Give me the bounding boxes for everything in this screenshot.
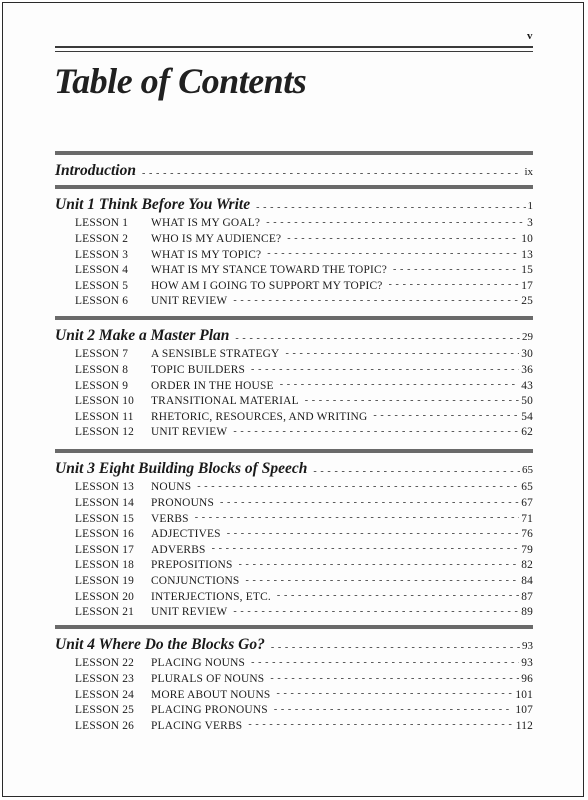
lesson-entry — [55, 526, 533, 542]
unit-heading — [55, 193, 533, 215]
dot-leader — [280, 377, 520, 388]
lesson-entry — [55, 671, 533, 687]
lesson-title: INTERJECTIONS, ETC. — [151, 590, 271, 603]
dot-leader — [233, 293, 519, 304]
lesson-entry — [55, 424, 533, 440]
introduction-entry — [55, 159, 533, 181]
lesson-title: UNIT REVIEW — [151, 426, 228, 439]
lesson-page: 93 — [521, 657, 533, 670]
dot-leader — [212, 541, 520, 552]
header-rule — [55, 46, 533, 52]
dot-leader — [267, 246, 519, 257]
dot-leader — [233, 604, 519, 615]
dot-leader — [195, 510, 519, 521]
lesson-entry — [55, 541, 533, 557]
unit-title: Unit 4 Where Do the Blocks Go? — [55, 635, 265, 653]
lesson-entry — [55, 557, 533, 573]
lesson-number: LESSON 11 — [75, 410, 134, 423]
lesson-number: LESSON 19 — [75, 574, 135, 587]
lesson-page: 54 — [521, 410, 533, 423]
lesson-entry — [55, 393, 533, 409]
introduction-page: ix — [524, 165, 533, 178]
lesson-title: UNIT REVIEW — [151, 606, 228, 619]
introduction-label: Introduction — [55, 161, 136, 179]
dot-leader — [227, 526, 519, 537]
unit-page: 93 — [522, 639, 533, 652]
lesson-page: 82 — [521, 559, 533, 572]
lesson-entry — [55, 246, 533, 262]
lesson-page: 15 — [521, 264, 533, 277]
lesson-number: LESSON 8 — [75, 363, 129, 376]
lesson-entry — [55, 510, 533, 526]
lesson-number: LESSON 10 — [75, 395, 135, 408]
lesson-entry — [55, 717, 533, 733]
lesson-page: 62 — [521, 426, 533, 439]
lesson-title: NOUNS — [151, 481, 192, 494]
lesson-entry — [55, 362, 533, 378]
unit-heading — [55, 324, 533, 346]
lesson-number: LESSON 3 — [75, 248, 129, 261]
lesson-number: LESSON 26 — [75, 719, 135, 732]
lesson-entry — [55, 277, 533, 293]
lesson-number: LESSON 17 — [75, 543, 135, 556]
lesson-page: 17 — [521, 279, 533, 292]
lesson-entry — [55, 588, 533, 604]
lesson-entry — [55, 479, 533, 495]
lesson-entry — [55, 262, 533, 278]
lesson-entry — [55, 573, 533, 589]
lesson-entry — [55, 686, 533, 702]
lesson-entry — [55, 655, 533, 671]
dot-leader — [239, 557, 520, 568]
lesson-page: 89 — [521, 606, 533, 619]
lesson-entry — [55, 293, 533, 309]
dot-leader — [270, 671, 519, 682]
dot-leader — [305, 393, 519, 404]
lesson-number: LESSON 1 — [75, 217, 129, 230]
lesson-page: 76 — [521, 528, 533, 541]
lesson-entry — [55, 408, 533, 424]
lesson-page: 65 — [521, 481, 533, 494]
lesson-page: 30 — [521, 348, 533, 361]
lesson-title: WHAT IS MY GOAL? — [151, 217, 261, 230]
lesson-page: 67 — [521, 496, 533, 509]
lesson-number: LESSON 12 — [75, 426, 135, 439]
section-divider — [55, 316, 533, 320]
lesson-page: 3 — [527, 217, 533, 230]
dot-leader — [235, 324, 520, 340]
dot-leader — [233, 424, 519, 435]
section-divider — [55, 449, 533, 453]
lesson-title: A SENSIBLE STRATEGY — [151, 348, 280, 361]
dot-leader — [245, 573, 519, 584]
dot-leader — [248, 717, 513, 728]
unit-title: Unit 3 Eight Building Blocks of Speech — [55, 459, 308, 477]
dot-leader — [285, 346, 519, 357]
lesson-number: LESSON 13 — [75, 481, 135, 494]
lesson-page: 101 — [515, 688, 533, 701]
dot-leader — [266, 215, 525, 226]
section-divider — [55, 625, 533, 629]
lesson-title: RHETORIC, RESOURCES, AND WRITING — [151, 410, 368, 423]
lesson-number: LESSON 18 — [75, 559, 135, 572]
lesson-title: PRONOUNS — [151, 496, 214, 509]
lesson-number: LESSON 14 — [75, 496, 135, 509]
lesson-title: TOPIC BUILDERS — [151, 363, 246, 376]
lesson-number: LESSON 23 — [75, 672, 135, 685]
lesson-title: PLURALS OF NOUNS — [151, 672, 265, 685]
lesson-title: WHAT IS MY STANCE TOWARD THE TOPIC? — [151, 264, 388, 277]
lesson-page: 13 — [521, 248, 533, 261]
lesson-page: 71 — [521, 512, 533, 525]
unit-page: 1 — [527, 199, 533, 212]
unit-section-4 — [55, 625, 533, 733]
dot-leader — [142, 159, 522, 175]
lesson-title: HOW AM I GOING TO SUPPORT MY TOPIC? — [151, 279, 383, 292]
lesson-title: ORDER IN THE HOUSE — [151, 379, 274, 392]
lesson-entry — [55, 215, 533, 231]
lesson-title: TRANSITIONAL MATERIAL — [151, 395, 299, 408]
lesson-title: PLACING VERBS — [151, 719, 243, 732]
unit-page: 65 — [522, 463, 533, 476]
lesson-page: 96 — [521, 672, 533, 685]
lesson-entry — [55, 346, 533, 362]
unit-heading — [55, 633, 533, 655]
lesson-title: UNIT REVIEW — [151, 295, 228, 308]
dot-leader — [251, 362, 519, 373]
dot-leader — [393, 262, 519, 273]
lesson-page: 84 — [521, 574, 533, 587]
lesson-number: LESSON 22 — [75, 657, 135, 670]
lesson-number: LESSON 9 — [75, 379, 129, 392]
dot-leader — [287, 231, 519, 242]
lesson-page: 10 — [521, 232, 533, 245]
unit-heading — [55, 457, 533, 479]
lesson-title: PLACING PRONOUNS — [151, 704, 268, 717]
lesson-page: 50 — [521, 395, 533, 408]
lesson-page: 107 — [515, 704, 533, 717]
unit-section-3 — [55, 449, 533, 619]
lesson-title: MORE ABOUT NOUNS — [151, 688, 271, 701]
lesson-page: 25 — [521, 295, 533, 308]
lesson-title: WHAT IS MY TOPIC? — [151, 248, 262, 261]
lesson-title: PLACING NOUNS — [151, 657, 246, 670]
lesson-entry — [55, 231, 533, 247]
dot-leader — [274, 702, 514, 713]
unit-page: 29 — [522, 330, 533, 343]
lesson-title: PREPOSITIONS — [151, 559, 233, 572]
lesson-number: LESSON 20 — [75, 590, 135, 603]
unit-section-1 — [55, 185, 533, 309]
section-divider — [55, 185, 533, 189]
page-title: Table of Contents — [54, 61, 307, 101]
lesson-number: LESSON 6 — [75, 295, 129, 308]
lesson-entry — [55, 377, 533, 393]
unit-title: Unit 1 Think Before You Write — [55, 195, 251, 213]
lesson-title: WHO IS MY AUDIENCE? — [151, 232, 282, 245]
lesson-number: LESSON 16 — [75, 528, 135, 541]
dot-leader — [256, 193, 525, 209]
dot-leader — [276, 686, 513, 697]
lesson-page: 36 — [521, 363, 533, 376]
dot-leader — [313, 457, 520, 473]
lesson-page: 112 — [515, 719, 533, 732]
lesson-number: LESSON 7 — [75, 348, 129, 361]
lesson-page: 79 — [521, 543, 533, 556]
book-page — [2, 2, 584, 797]
lesson-number: LESSON 21 — [75, 606, 135, 619]
lesson-number: LESSON 24 — [75, 688, 135, 701]
lesson-title: ADJECTIVES — [151, 528, 221, 541]
lesson-number: LESSON 5 — [75, 279, 129, 292]
unit-title: Unit 2 Make a Master Plan — [55, 326, 230, 344]
lesson-entry — [55, 604, 533, 620]
lesson-title: CONJUNCTIONS — [151, 574, 240, 587]
dot-leader — [271, 633, 520, 649]
dot-leader — [277, 588, 519, 599]
lesson-page: 87 — [521, 590, 533, 603]
dot-leader — [389, 277, 520, 288]
dot-leader — [373, 408, 519, 419]
dot-leader — [220, 495, 519, 506]
page-number: v — [527, 30, 533, 42]
lesson-title: ADVERBS — [151, 543, 206, 556]
unit-section-2 — [55, 316, 533, 440]
lesson-entry — [55, 495, 533, 511]
lesson-page: 43 — [521, 379, 533, 392]
lesson-entry — [55, 702, 533, 718]
lesson-title: VERBS — [151, 512, 189, 525]
dot-leader — [251, 655, 519, 666]
lesson-number: LESSON 15 — [75, 512, 135, 525]
lesson-number: LESSON 25 — [75, 704, 135, 717]
section-divider — [55, 151, 533, 155]
introduction-section — [55, 151, 533, 181]
lesson-number: LESSON 2 — [75, 232, 129, 245]
lesson-number: LESSON 4 — [75, 264, 129, 277]
dot-leader — [197, 479, 519, 490]
